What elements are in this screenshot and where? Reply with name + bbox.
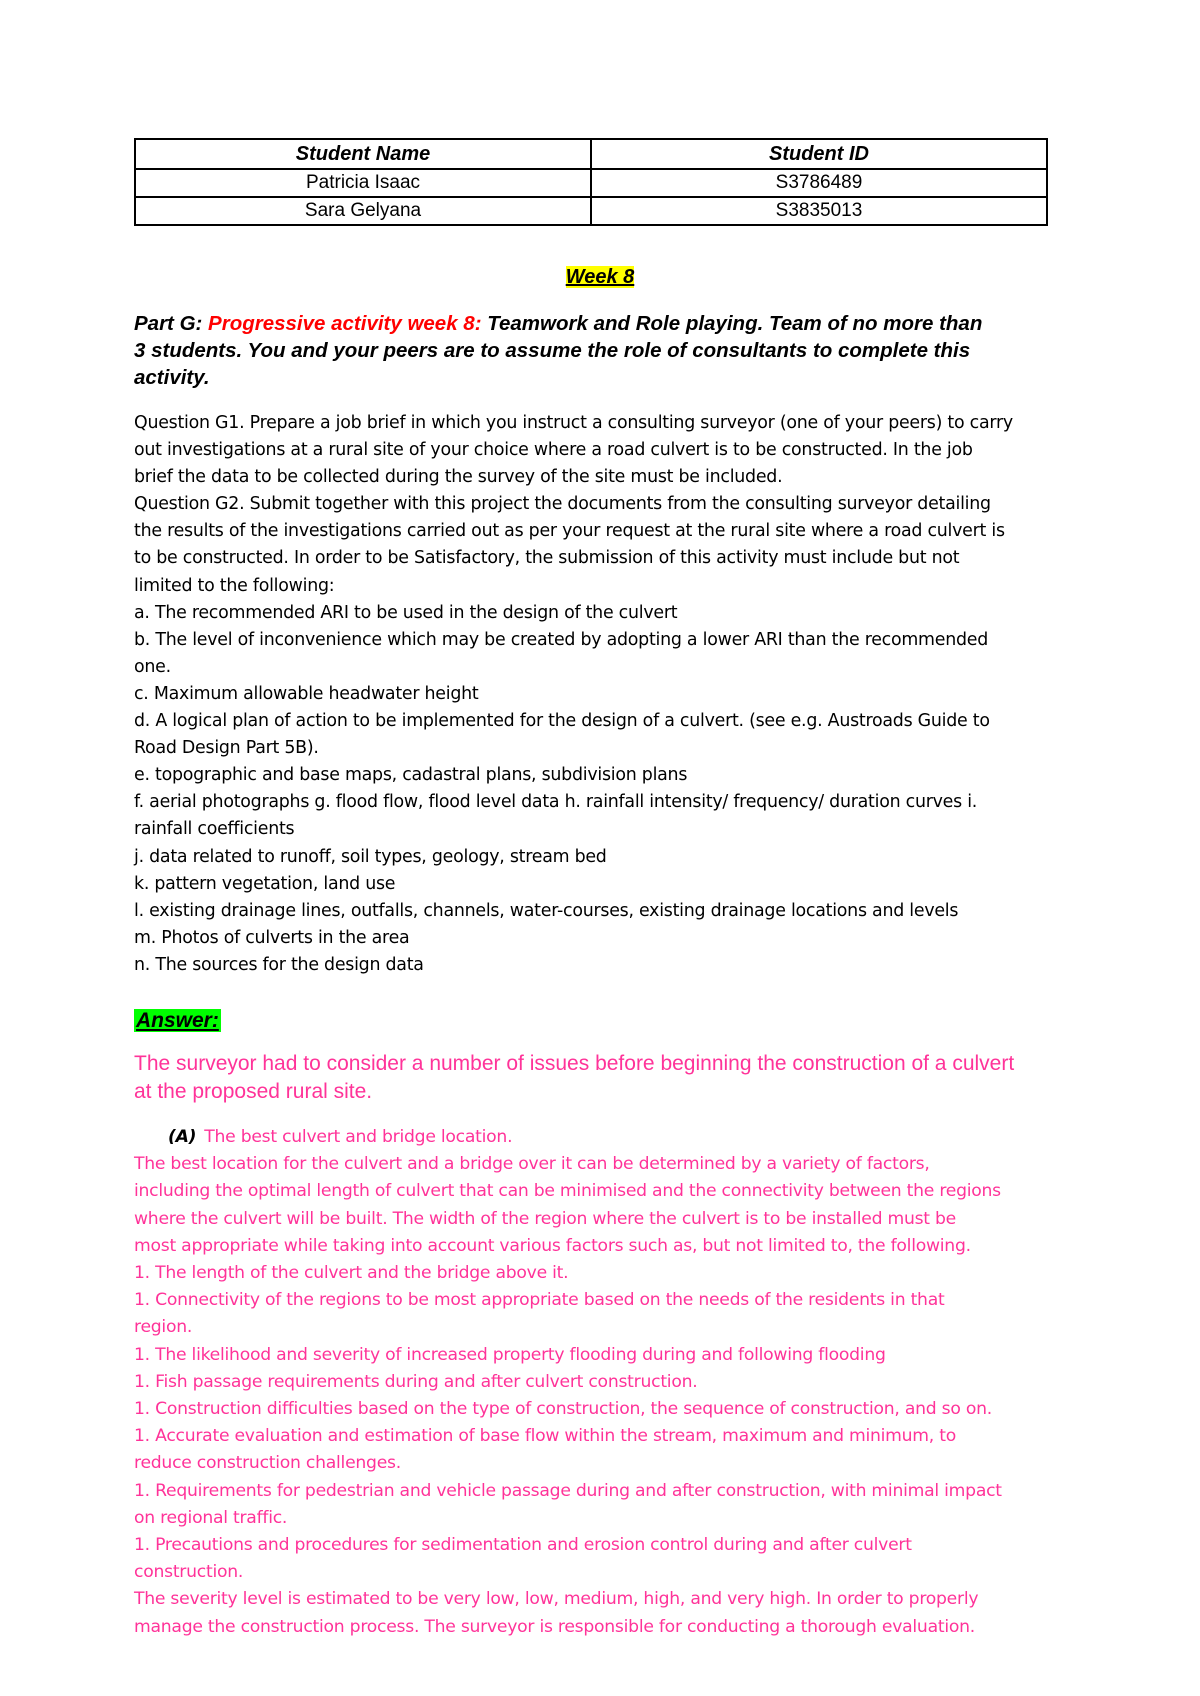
answer-body bbox=[134, 1124, 1114, 1641]
part-g-line1-rest: Teamwork and Role playing. Team of no more than bbox=[487, 312, 983, 335]
answer-line: construction. bbox=[134, 1562, 244, 1583]
answer-line: 1. The length of the culvert and the bridge above it. bbox=[134, 1263, 569, 1284]
answer-line: The best location for the culvert and a bridge over it can be determined by a variety of factors, bbox=[134, 1154, 930, 1175]
question-line: l. existing drainage lines, outfalls, channels, water-courses, existing drainage locations and levels bbox=[134, 900, 959, 921]
student-name-cell: Patricia Isaac bbox=[135, 169, 591, 197]
section-a-marker: (A) bbox=[168, 1127, 197, 1147]
student-table-header bbox=[135, 139, 1047, 169]
answer-line: The severity level is estimated to be very low, low, medium, high, and very high. In order to properly bbox=[134, 1589, 979, 1610]
question-line: e. topographic and base maps, cadastral plans, subdivision plans bbox=[134, 765, 688, 786]
question-line: the results of the investigations carried out as per your request at the rural site where a road culvert is bbox=[134, 521, 1005, 542]
answer-line: 1. Fish passage requirements during and after culvert construction. bbox=[134, 1371, 698, 1392]
student-id-cell: S3786489 bbox=[591, 169, 1047, 197]
question-line: j. data related to runoff, soil types, geology, stream bed bbox=[134, 846, 607, 867]
question-line: one. bbox=[134, 656, 171, 677]
part-g-line-2: 3 students. You and your peers are to assume the role of consultants to complete this bbox=[134, 339, 971, 362]
answer-line: on regional traffic. bbox=[134, 1507, 288, 1528]
question-line: b. The level of inconvenience which may be created by adopting a lower ARI than the recommended bbox=[134, 629, 988, 650]
answer-line: including the optimal length of culvert that can be minimised and the connectivity between the regions bbox=[134, 1181, 1001, 1202]
table-row bbox=[135, 197, 1047, 225]
part-g-heading bbox=[134, 310, 1074, 391]
question-line: a. The recommended ARI to be used in the design of the culvert bbox=[134, 602, 678, 623]
student-table bbox=[134, 138, 1048, 226]
section-a-heading bbox=[134, 1124, 1114, 1151]
section-a-title: The best culvert and bridge location. bbox=[204, 1127, 513, 1147]
answer-intro bbox=[134, 1050, 1094, 1106]
answer-line: region. bbox=[134, 1317, 193, 1338]
question-line: m. Photos of culverts in the area bbox=[134, 927, 410, 948]
question-line: brief the data to be collected during the survey of the site must be included. bbox=[134, 467, 783, 488]
header-student-id: Student ID bbox=[591, 139, 1047, 169]
student-id-cell: S3835013 bbox=[591, 197, 1047, 225]
questions-block bbox=[134, 410, 1094, 979]
question-line: d. A logical plan of action to be implemented for the design of a culvert. (see e.g. Austroads Guide to bbox=[134, 711, 990, 732]
answer-heading bbox=[134, 1008, 221, 1034]
question-line: f. aerial photographs g. flood flow, flood level data h. rainfall intensity/ frequency/ duration curves i. bbox=[134, 792, 978, 813]
part-g-highlight: Progressive activity week 8: bbox=[208, 312, 488, 335]
answer-line: 1. The likelihood and severity of increased property flooding during and following flooding bbox=[134, 1344, 886, 1365]
question-line: n. The sources for the design data bbox=[134, 954, 424, 975]
part-g-line-1 bbox=[134, 310, 1074, 337]
question-line: Road Design Part 5B). bbox=[134, 738, 319, 759]
header-student-name: Student Name bbox=[135, 139, 591, 169]
answer-label: Answer: bbox=[136, 1009, 219, 1032]
answer-line: where the culvert will be built. The width of the region where the culvert is to be installed must be bbox=[134, 1208, 956, 1229]
part-g-line-3: activity. bbox=[134, 366, 210, 389]
intro-line: The surveyor had to consider a number of issues before beginning the construction of a culvert bbox=[134, 1052, 1015, 1075]
week-heading bbox=[0, 266, 1200, 289]
week-title: Week 8 bbox=[565, 266, 635, 288]
question-line: out investigations at a rural site of your choice where a road culvert is to be constructed. In the job bbox=[134, 440, 973, 461]
part-g-prefix: Part G: bbox=[134, 312, 209, 335]
question-line: limited to the following: bbox=[134, 575, 335, 596]
answer-line: reduce construction challenges. bbox=[134, 1453, 401, 1474]
question-line: Question G2. Submit together with this project the documents from the consulting surveyor detailing bbox=[134, 494, 991, 515]
answer-line: 1. Connectivity of the regions to be most appropriate based on the needs of the residents in that bbox=[134, 1290, 945, 1311]
table-row bbox=[135, 169, 1047, 197]
intro-line: at the proposed rural site. bbox=[134, 1080, 373, 1103]
answer-line: 1. Accurate evaluation and estimation of base flow within the stream, maximum and minimum, to bbox=[134, 1426, 956, 1447]
answer-line: 1. Precautions and procedures for sedimentation and erosion control during and after culvert bbox=[134, 1535, 912, 1556]
question-line: c. Maximum allowable headwater height bbox=[134, 683, 479, 704]
question-line: rainfall coefficients bbox=[134, 819, 295, 840]
answer-line: manage the construction process. The surveyor is responsible for conducting a thorough evaluation. bbox=[134, 1616, 975, 1637]
answer-line: most appropriate while taking into account various factors such as, but not limited to, the following. bbox=[134, 1235, 971, 1256]
answer-line: 1. Requirements for pedestrian and vehicle passage during and after construction, with minimal impact bbox=[134, 1480, 1002, 1501]
question-line: to be constructed. In order to be Satisfactory, the submission of this activity must include but not bbox=[134, 548, 960, 569]
answer-line: 1. Construction difficulties based on the type of construction, the sequence of construction, and so on. bbox=[134, 1399, 992, 1420]
student-name-cell: Sara Gelyana bbox=[135, 197, 591, 225]
question-line: Question G1. Prepare a job brief in which you instruct a consulting surveyor (one of your peers) to carry bbox=[134, 413, 1013, 433]
question-line: k. pattern vegetation, land use bbox=[134, 873, 396, 894]
